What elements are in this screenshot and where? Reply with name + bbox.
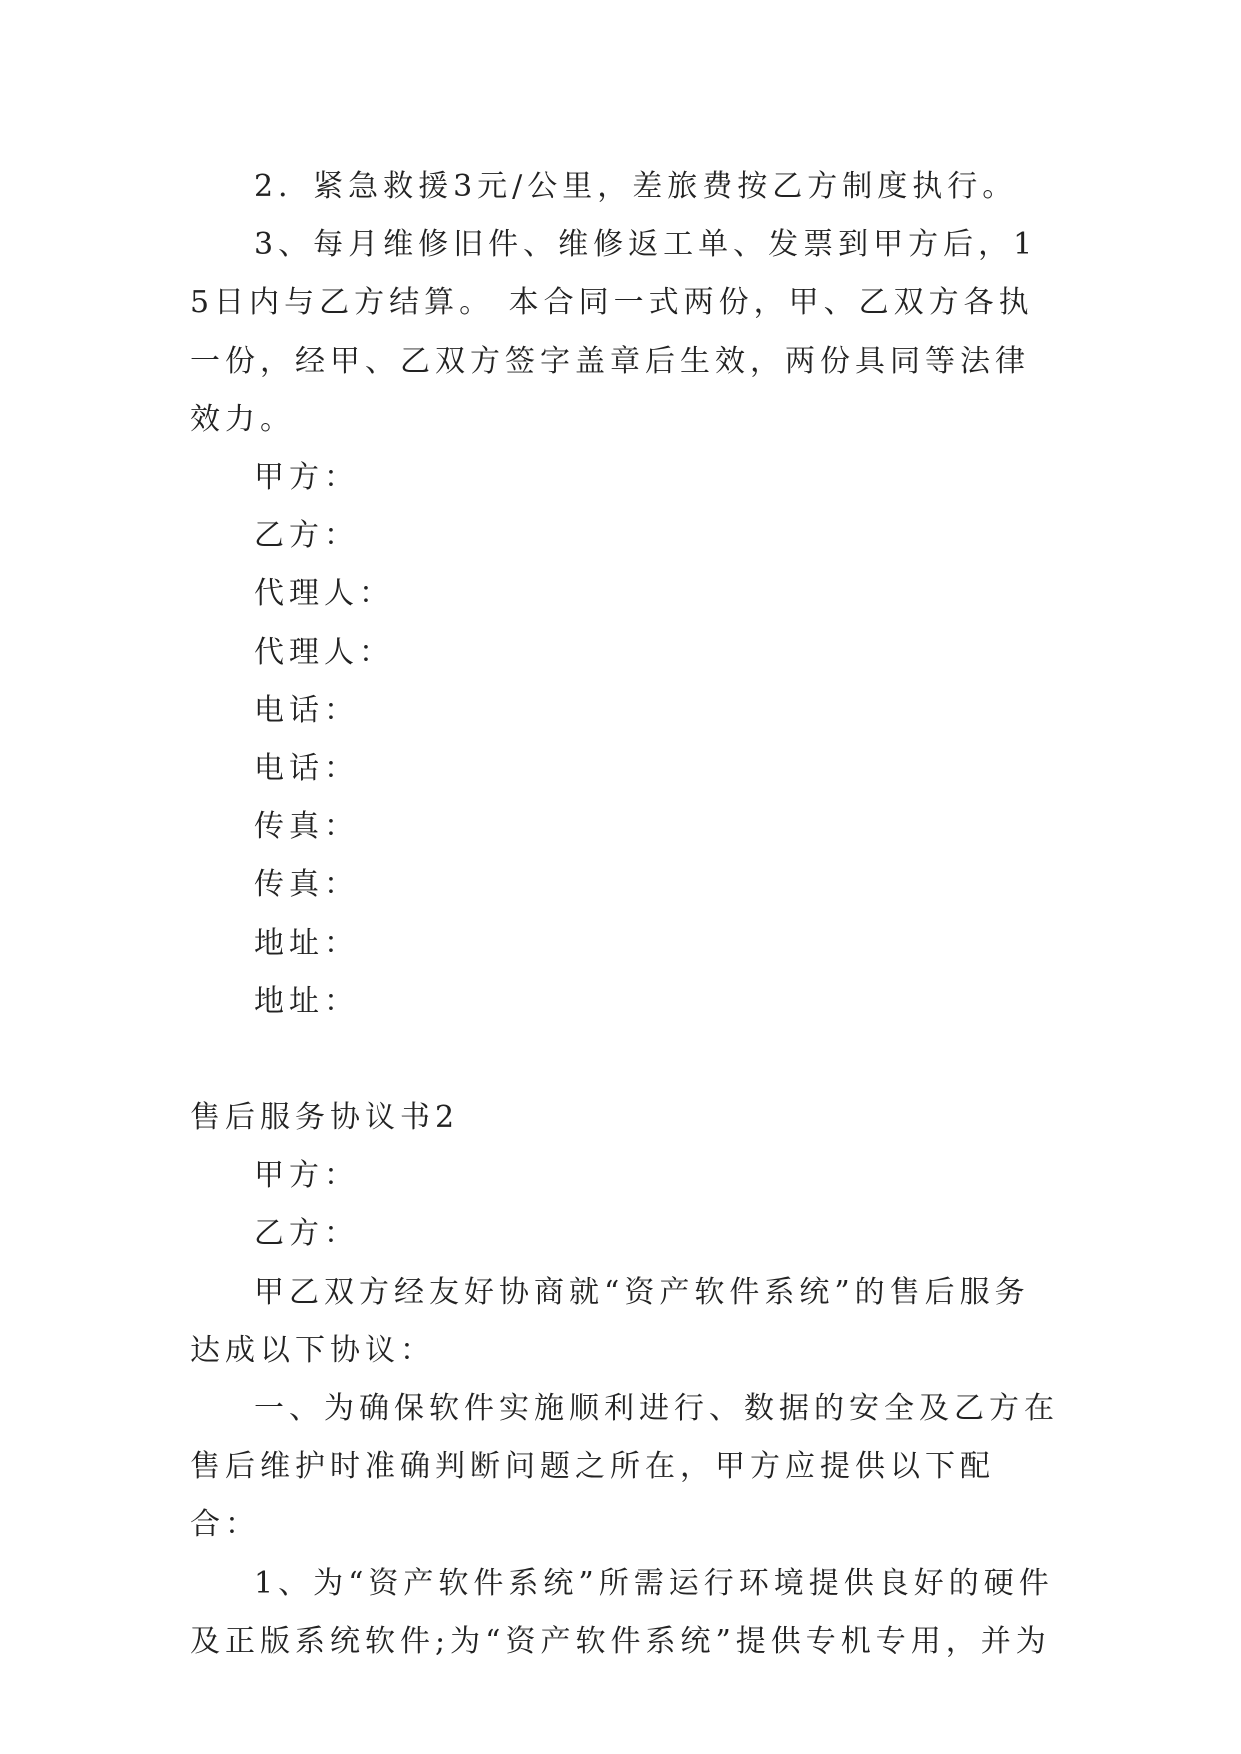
signature-phone-b: 电话： — [254, 751, 359, 787]
paragraph-agreement-intro: 甲乙双方经友好协商就“资产软件系统”的售后服务达成以下协议： — [190, 1274, 1030, 1368]
party-b-label: 乙方： — [254, 1216, 359, 1252]
party-a-label: 甲方： — [254, 1158, 359, 1194]
section-title: 售后服务协议书2 — [190, 1100, 460, 1136]
signature-party-b: 乙方： — [254, 518, 359, 554]
paragraph-clause-one: 一、为确保软件实施顺利进行、数据的安全及乙方在售后维护时准确判断问题之所在，甲方应提供以下配合： — [190, 1391, 1059, 1543]
signature-phone-a: 电话： — [254, 692, 359, 728]
signature-address-b: 地址： — [254, 983, 359, 1019]
section-spacer — [190, 1031, 1060, 1089]
paragraph-clause-one-item-1: 1、为“资产软件系统”所需运行环境提供良好的硬件及正版系统软件;为“资产软件系统”提供专机专用，并为 — [190, 1565, 1054, 1659]
paragraph-emergency-rescue: 2．紧急救援3元/公里，差旅费按乙方制度执行。 — [254, 169, 1018, 204]
document-body — [190, 158, 1060, 1671]
signature-address-a: 地址： — [254, 925, 359, 961]
signature-agent-a: 代理人： — [254, 576, 394, 612]
signature-fax-a: 传真： — [254, 809, 359, 845]
signature-agent-b: 代理人： — [254, 634, 394, 670]
paragraph-settlement: 3、每月维修旧件、维修返工单、发票到甲方后，15日内与乙方结算。 本合同一式两份，甲、乙双方各执一份，经甲、乙双方签字盖章后生效，两份具同等法律效力。 — [190, 227, 1038, 437]
signature-fax-b: 传真： — [254, 867, 359, 903]
signature-party-a: 甲方： — [254, 460, 359, 496]
